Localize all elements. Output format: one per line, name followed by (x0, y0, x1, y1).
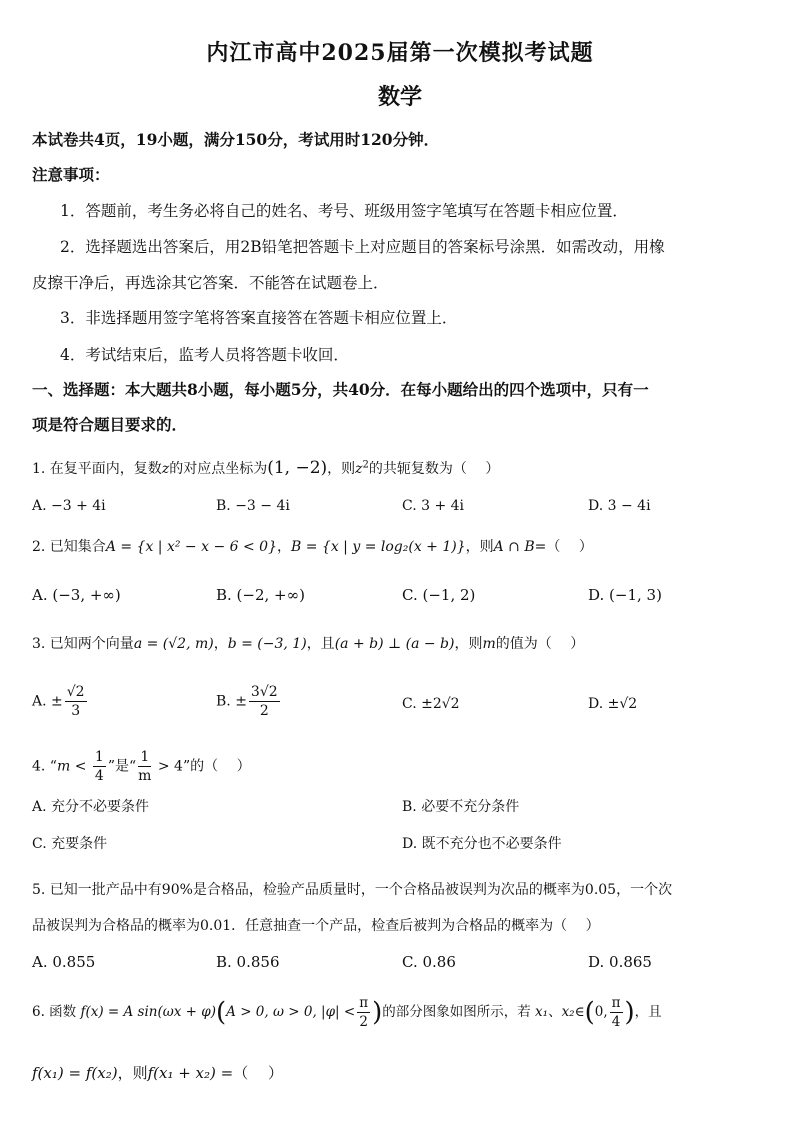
note-item: 4．考试结束后，监考人员将答题卡收回． (60, 346, 349, 364)
question-3: 3. 已知两个向量a = (√2, m)，b = (−3, 1)，且(a + b) ⊥ (a − b)，则m的值为（ ） (32, 636, 585, 652)
section-heading: 一、选择题：本大题共8小题，每小题5分，共40分．在每小题给出的四个选项中，只有一 (32, 380, 649, 399)
note-item: 3．非选择题用签字笔将答案直接答在答题卡相应位置上． (60, 309, 458, 327)
question-5-cont: 品被误判为合格品的概率为0.01．任意抽查一个产品，检查后被判为合格品的概率为（ ） (32, 918, 600, 934)
option-d: D. 0.865 (588, 953, 652, 971)
option-d: D. ±√2 (588, 696, 638, 712)
question-2: 2. 已知集合A = {x | x² − x − 6 < 0}，B = {x | y = log₂(x + 1)}，则A ∩ B=（ ） (32, 539, 593, 555)
option-c: C. 3 + 4i (402, 498, 465, 514)
option-d: D. 既不充分也不必要条件 (402, 836, 562, 852)
option-a: A. (−3, +∞) (32, 586, 121, 604)
question-5: 5. 已知一批产品中有90%是合格品，检验产品质量时，一个合格品被误判为次品的概率为0.05，一个次 (32, 882, 673, 898)
exam-title: 内江市高中2025届第一次模拟考试题 (206, 40, 594, 66)
option-a: A. 0.855 (32, 953, 96, 971)
option-b: B. (−2, +∞) (216, 586, 305, 604)
option-a: A. ± $\frac{√2}{3}$ (32, 684, 85, 719)
option-d: D. 3 − 4i (588, 498, 651, 514)
option-c: C. ±2√2 (402, 696, 460, 712)
question-1: 1. 在复平面内，复数z的对应点坐标为(1, −2)，则$z^2$的共轭复数为（ ） (32, 458, 500, 478)
section-heading-cont: 项是符合题目要求的． (32, 415, 188, 434)
note-item: 1．答题前，考生务必将自己的姓名、考号、班级用签字笔填写在答题卡相应位置． (60, 202, 628, 220)
notes-heading: 注意事项： (32, 165, 110, 184)
option-c: C. 0.86 (402, 953, 456, 971)
note-item: 皮擦干净后，再选涂其它答案．不能答在试题卷上． (32, 274, 389, 292)
option-b: B. 0.856 (216, 953, 280, 971)
exam-intro: 本试卷共4页，19小题，满分150分，考试用时120分钟． (32, 130, 440, 149)
question-6: 6. 函数 f(x) = A sin(ωx + φ)(A > 0, ω > 0, |φ| < $\frac{\pi}{2}$ )的部分图象如图所示，若 x₁、x₂∈(0, $\frac{\pi}{4}$ )，且 (32, 995, 662, 1030)
option-a: A. 充分不必要条件 (32, 799, 150, 815)
option-a: A. −3 + 4i (32, 498, 106, 514)
question-6-cont: f(x₁) = f(x₂)，则f(x₁ + x₂) =（ ） (32, 1064, 284, 1082)
option-c: C. (−1, 2) (402, 586, 476, 604)
question-4: 4. “m < $\frac{1}{4}$ ”是“ $\frac{1}{m}$ > 4”的（ ） (32, 749, 251, 784)
option-b: B. −3 − 4i (216, 498, 290, 514)
exam-subject: 数学 (377, 84, 422, 110)
option-d: D. (−1, 3) (588, 586, 662, 604)
option-b: B. ± $\frac{3√2}{2}$ (216, 684, 278, 719)
option-c: C. 充要条件 (32, 836, 108, 852)
option-b: B. 必要不充分条件 (402, 799, 520, 815)
note-item: 2．选择题选出答案后，用2B铅笔把答题卡上对应题目的答案标号涂黑．如需改动，用橡 (60, 238, 665, 256)
